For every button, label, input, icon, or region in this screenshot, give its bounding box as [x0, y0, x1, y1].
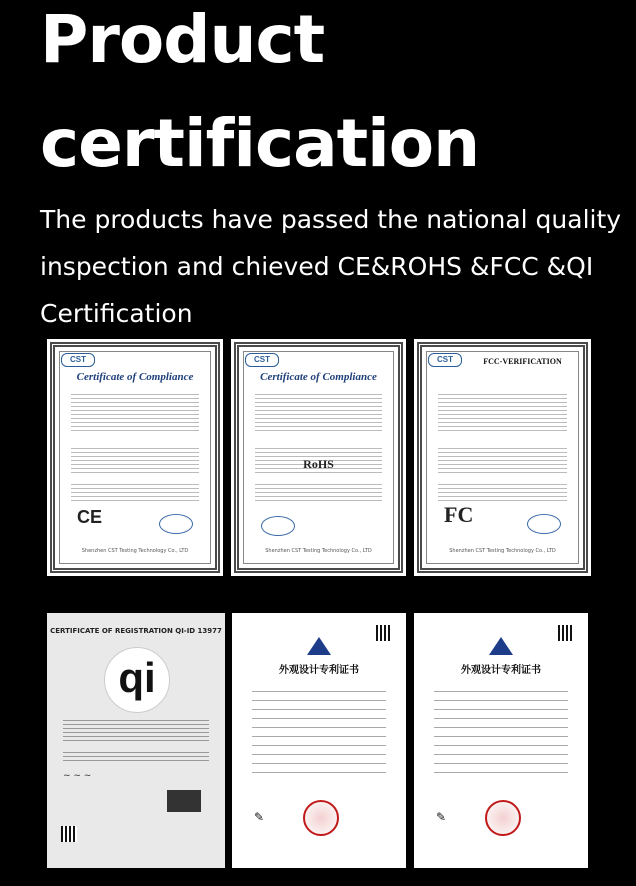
patent-emblem-icon — [489, 637, 513, 655]
seal-stamp — [527, 514, 561, 534]
design-patent-certificate-1 — [232, 613, 406, 868]
qr-code-icon — [61, 826, 77, 842]
certificate-title: 外观设计专利证书 — [279, 665, 359, 676]
description-line-3: Certification — [40, 299, 193, 328]
fcc-certificate — [414, 339, 591, 576]
certificate-title: Certificate of Compliance — [76, 371, 194, 383]
seal-stamp — [159, 514, 193, 534]
patent-emblem-icon — [307, 637, 331, 655]
certification-description — [40, 196, 630, 337]
qi-logo: qi — [104, 647, 170, 713]
signature-icon: ✎ — [436, 810, 447, 824]
signature-icon: ~ ~ ~ — [63, 771, 92, 781]
product-image — [167, 790, 201, 812]
page-title — [40, 0, 479, 184]
official-seal-icon — [485, 800, 521, 836]
title-line-2: certification — [40, 105, 480, 182]
qi-certificate — [47, 613, 225, 868]
signature-icon: ✎ — [254, 810, 265, 824]
certificate-title: CERTIFICATE OF REGISTRATION QI-ID 13977 — [50, 627, 222, 635]
rohs-certificate — [231, 339, 406, 576]
description-line-2: inspection and chieved CE&ROHS &FCC &QI — [40, 252, 594, 281]
seal-stamp — [261, 516, 295, 536]
ce-mark: CE — [77, 507, 103, 527]
cst-logo: CST — [428, 353, 462, 367]
qr-code-icon — [558, 625, 574, 641]
rohs-mark: RoHS — [303, 457, 334, 471]
fcc-mark: FC — [444, 502, 474, 527]
cst-logo: CST — [245, 353, 279, 367]
certificate-title: 外观设计专利证书 — [461, 665, 541, 676]
qr-code-icon — [376, 625, 392, 641]
certificate-title: Certificate of Compliance — [260, 371, 377, 383]
certificate-title: FCC-VERIFICATION — [483, 357, 562, 366]
description-line-1: The products have passed the national quality — [40, 205, 622, 234]
official-seal-icon — [303, 800, 339, 836]
cst-logo: CST — [61, 353, 95, 367]
design-patent-certificate-2 — [414, 613, 588, 868]
certificate-footer: Shenzhen CST Testing Technology Co., LTD — [449, 548, 556, 554]
certificate-footer: Shenzhen CST Testing Technology Co., LTD — [265, 548, 372, 554]
ce-certificate — [47, 339, 223, 576]
certificate-footer: Shenzhen CST Testing Technology Co., LTD — [81, 548, 189, 554]
title-line-1: Product — [40, 1, 325, 78]
